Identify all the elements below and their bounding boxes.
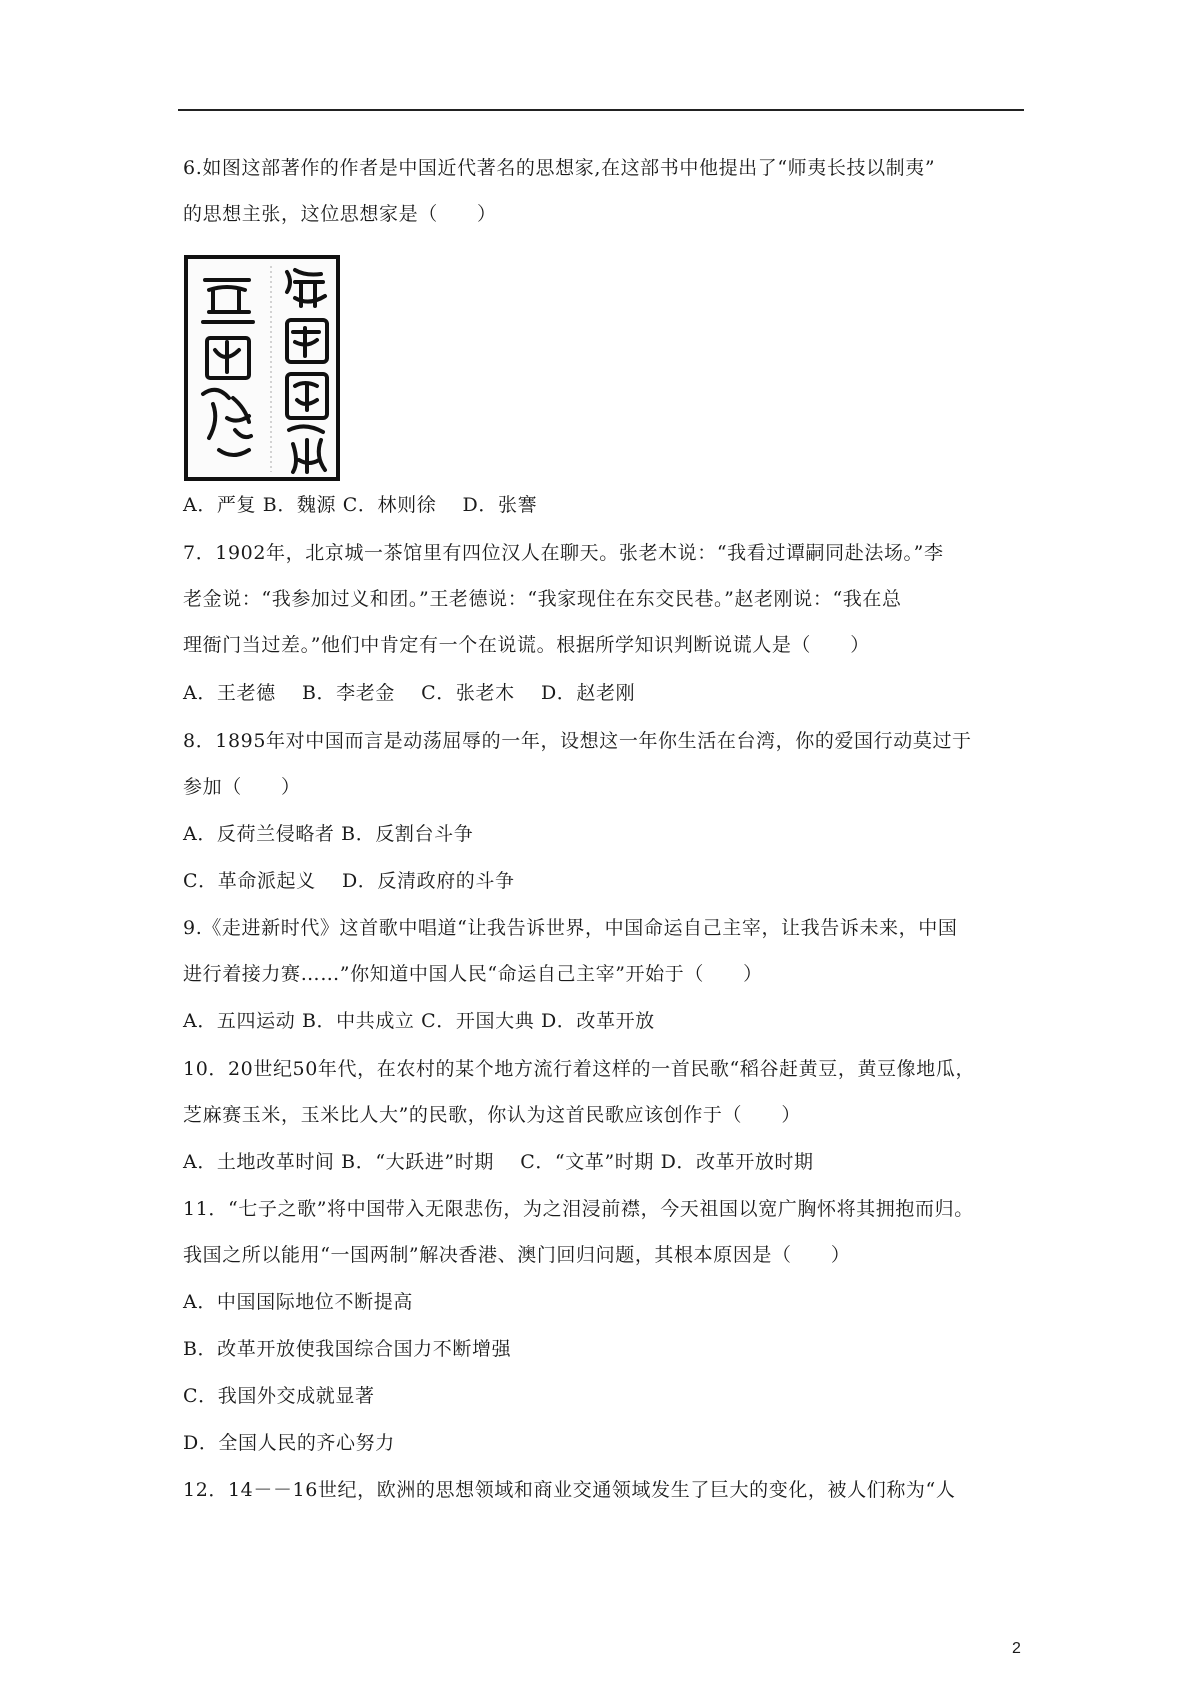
q6-stem-line2: 的思想主张，这位思想家是（ ） — [183, 203, 497, 225]
q11-option-c: C．我国外交成就显著 — [183, 1385, 375, 1407]
q8-stem-line2: 参加（ ） — [183, 776, 301, 798]
q10-options: A．土地改革时间 B．“大跃进”时期 C．“文革”时期 D．改革开放时期 — [183, 1151, 814, 1173]
q9-stem-line1: 9.《走进新时代》这首歌中唱道“让我告诉世界，中国命运自己主宰，让我告诉未来，中国 — [183, 917, 958, 939]
q8-stem-line1: 8．1895年对中国而言是动荡屈辱的一年，设想这一年你生活在台湾，你的爱国行动莫过于 — [183, 730, 972, 752]
q9-options: A．五四运动 B．中共成立 C．开国大典 D．改革开放 — [183, 1010, 655, 1032]
q7-options: A．王老德 B．李老金 C．张老木 D．赵老刚 — [183, 682, 636, 704]
q6-stem-line1: 6.如图这部著作的作者是中国近代著名的思想家,在这部书中他提出了“师夷长技以制夷” — [183, 157, 936, 179]
q7-stem-line1: 7．1902年，北京城一茶馆里有四位汉人在聊天。张老木说：“我看过谭嗣同赴法场。”李 — [183, 542, 944, 564]
q10-stem-line2: 芝麻赛玉米，玉米比人大”的民歌，你认为这首民歌应该创作于（ ） — [183, 1104, 801, 1126]
q7-stem-line3: 理衙门当过差。”他们中肯定有一个在说谎。根据所学知识判断说谎人是（ ） — [183, 634, 870, 656]
q12-stem-line1: 12．14－－16世纪，欧洲的思想领域和商业交通领域发生了巨大的变化，被人们称为“人 — [183, 1479, 956, 1501]
q6-options: A．严复 B．魏源 C．林则徐 D．张謇 — [183, 494, 538, 516]
q11-option-b: B．改革开放使我国综合国力不断增强 — [183, 1338, 512, 1360]
q10-stem-line1: 10．20世纪50年代，在农村的某个地方流行着这样的一首民歌“稻谷赶黄豆，黄豆像地瓜， — [183, 1058, 976, 1080]
q11-stem-line2: 我国之所以能用“一国两制”解决香港、澳门回归问题，其根本原因是（ ） — [183, 1244, 851, 1266]
q8-options-line2: C．革命派起义 D．反清政府的斗争 — [183, 870, 515, 892]
q7-stem-line2: 老金说：“我参加过义和团。”王老德说：“我家现住在东交民巷。”赵老刚说：“我在总 — [183, 588, 902, 610]
q11-option-a: A．中国国际地位不断提高 — [183, 1291, 413, 1313]
header-rule — [178, 109, 1024, 111]
page-number: 2 — [1012, 1640, 1021, 1657]
book-cover-seal-image — [183, 254, 341, 482]
q8-options-line1: A．反荷兰侵略者 B．反割台斗争 — [183, 823, 474, 845]
q11-stem-line1: 11．“七子之歌”将中国带入无限悲伤，为之泪浸前襟，今天祖国以宽广胸怀将其拥抱而归。 — [183, 1198, 974, 1220]
q9-stem-line2: 进行着接力赛……”你知道中国人民“命运自己主宰”开始于（ ） — [183, 963, 763, 985]
q11-option-d: D．全国人民的齐心努力 — [183, 1432, 395, 1454]
